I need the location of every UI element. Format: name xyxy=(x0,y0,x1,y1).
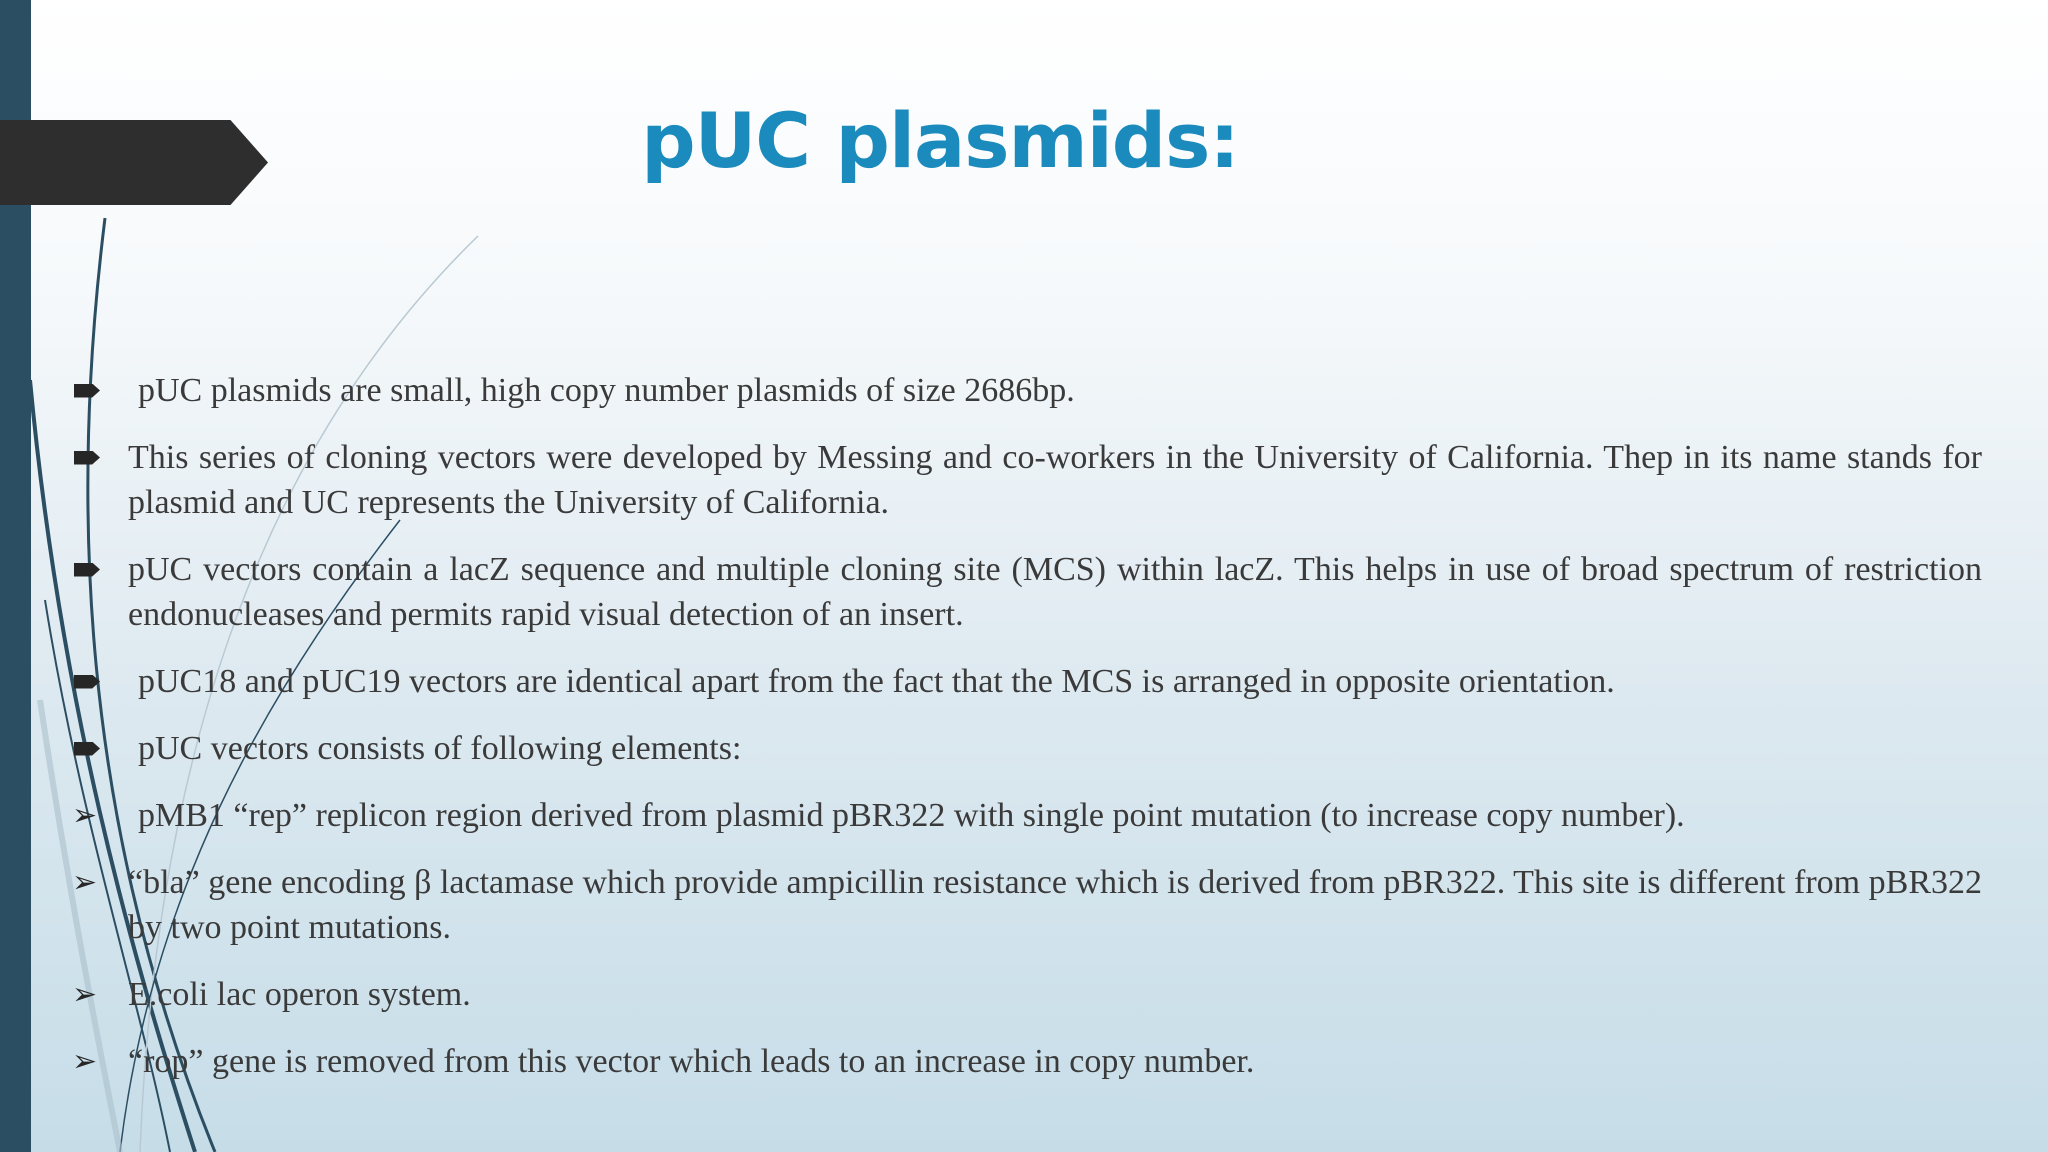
list-item xyxy=(70,368,1982,413)
list-item xyxy=(70,972,1982,1017)
arrow-bullet-icon xyxy=(70,726,110,771)
list-item-text: pMB1 “rep” replicon region derived from plasmid pBR322 with single point mutation (to increase copy number). xyxy=(138,797,1685,834)
list-item-text: pUC vectors consists of following elements: xyxy=(138,730,742,767)
list-item-text: “rop” gene is removed from this vector which leads to an increase in copy number. xyxy=(128,1043,1255,1080)
arrow-bullet-icon xyxy=(70,368,110,413)
list-item xyxy=(70,435,1982,525)
list-item-text: pUC plasmids are small, high copy number plasmids of size 2686bp. xyxy=(138,372,1075,409)
list-item xyxy=(70,1039,1982,1084)
list-item xyxy=(70,547,1982,637)
slide-title: pUC plasmids: xyxy=(641,96,1239,185)
list-item xyxy=(70,793,1982,838)
chevron-bullet-icon: ➢ xyxy=(72,798,98,833)
list-item-text: “bla” gene encoding β lactamase which provide ampicillin resistance which is derived from pBR322. This site is different from pBR322 by two point mutations. xyxy=(128,864,1982,946)
list-item-text: This series of cloning vectors were developed by Messing and co-workers in the University of California. Thep in its name stands for plasmid and UC represents the University of California. xyxy=(128,439,1982,521)
list-item xyxy=(70,726,1982,771)
arrow-bullet-icon xyxy=(70,659,110,704)
chevron-bullet-icon: ➢ xyxy=(72,977,98,1012)
list-item-text: pUC vectors contain a lacZ sequence and multiple cloning site (MCS) within lacZ. This helps in use of broad spectrum of restriction endonucleases and permits rapid visual detection of an insert. xyxy=(128,551,1982,633)
list-item-text: pUC18 and pUC19 vectors are identical apart from the fact that the MCS is arranged in opposite orientation. xyxy=(138,663,1615,700)
list-item xyxy=(70,659,1982,704)
bullet-list xyxy=(70,368,1982,1106)
arrow-bullet-icon xyxy=(70,547,110,592)
list-item xyxy=(70,860,1982,950)
arrow-bullet-icon xyxy=(70,435,110,480)
chevron-bullet-icon: ➢ xyxy=(72,865,98,900)
chevron-bullet-icon: ➢ xyxy=(72,1044,98,1079)
list-item-text: E.coli lac operon system. xyxy=(128,976,471,1013)
